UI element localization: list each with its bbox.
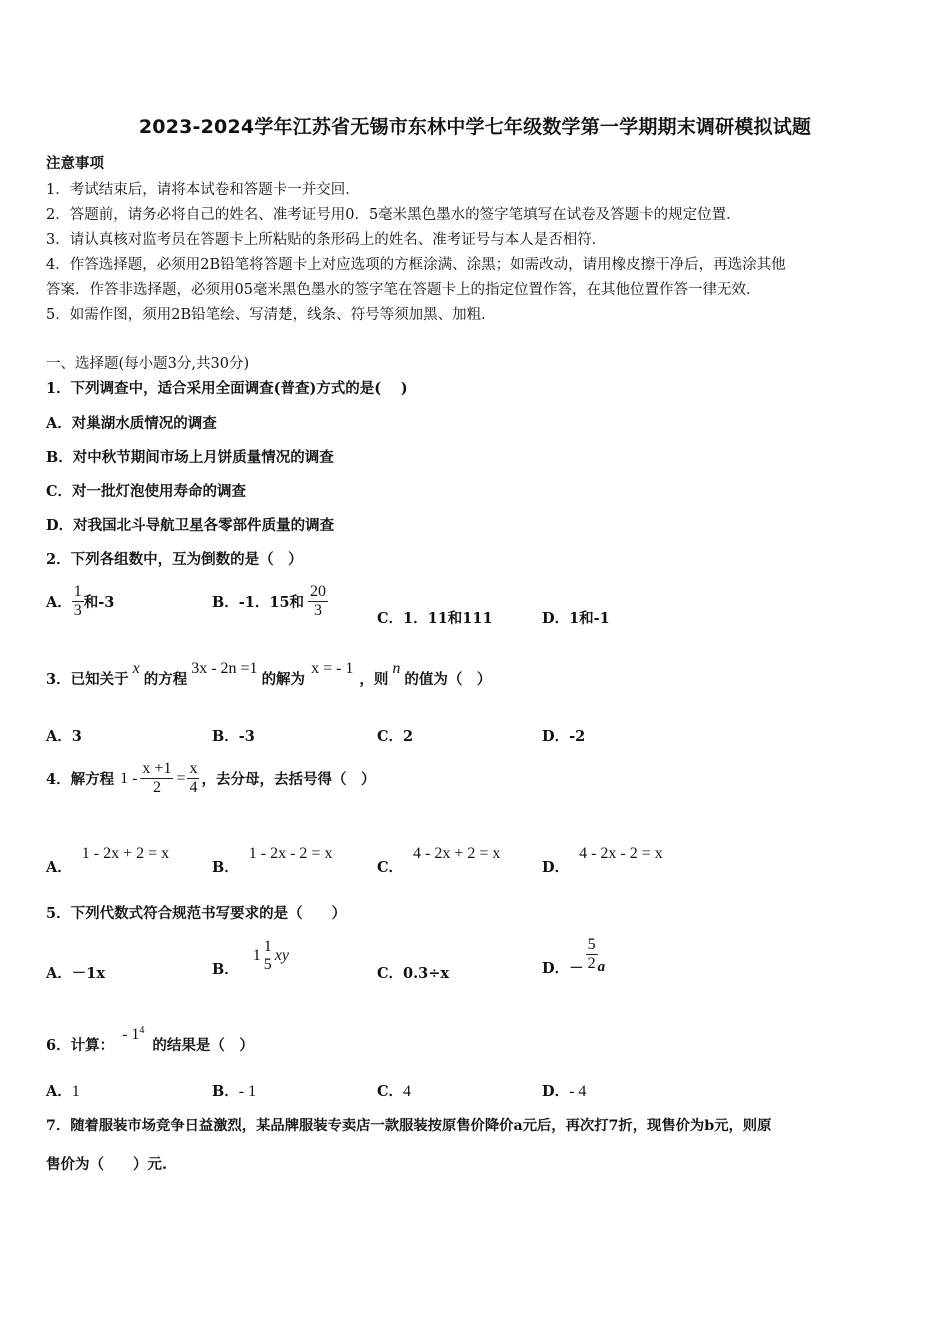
q3-option-c: C．2 bbox=[377, 728, 414, 745]
q6-option-d bbox=[542, 1080, 586, 1101]
q6-base: - 1 bbox=[122, 1025, 140, 1043]
q4-c-expr: 4 - 2x + 2 = x bbox=[413, 845, 501, 862]
q6-c-value: 4 bbox=[403, 1083, 412, 1100]
q5-option-c: C．0.3÷x bbox=[377, 965, 450, 982]
q4-option-b bbox=[212, 842, 333, 876]
q6-b-value: - 1 bbox=[238, 1083, 257, 1100]
q6-c-label: C． bbox=[377, 1083, 404, 1100]
q4-d-expr: 4 - 2x - 2 = x bbox=[579, 845, 663, 862]
q5-d-var: a bbox=[597, 959, 606, 975]
q7-stem-line1: 7．随着服装市场竞争日益激烈，某品牌服装专卖店一款服装按原售价降价a元后，再次打7折，现售价为b元，则原 bbox=[46, 1118, 772, 1134]
q5-d-label: D．－ bbox=[542, 960, 584, 977]
note-4: 4．作答选择题，必须用2B铅笔将答题卡上对应选项的方框涂满、涂黑；如需改动，请用橡皮擦干净后，再选涂其他 bbox=[46, 257, 786, 273]
q5-option-a: A．－1x bbox=[46, 965, 105, 982]
q4-b-label: B． bbox=[212, 859, 239, 876]
q4-option-d bbox=[542, 842, 663, 876]
q3-var-n: n bbox=[392, 659, 401, 677]
q6-option-a bbox=[46, 1080, 80, 1101]
q6-b-label: B． bbox=[212, 1083, 239, 1100]
q2-option-c: C．1．11和111 bbox=[377, 610, 493, 627]
q4-text-post: ，去分母，去括号得（ ） bbox=[201, 771, 376, 788]
q5-b-var: xy bbox=[274, 947, 289, 964]
q1-option-d: D．对我国北斗导航卫星各零部件质量的调查 bbox=[46, 517, 335, 534]
q4-stem bbox=[46, 760, 375, 797]
q3-option-d: D．-2 bbox=[542, 728, 586, 745]
q1-option-c: C．对一批灯泡使用寿命的调查 bbox=[46, 483, 247, 500]
q4-option-a bbox=[46, 842, 170, 876]
q5-d-fraction: $\frac{5}{2}$ bbox=[587, 936, 596, 972]
q2-b-fraction: $\frac{20}{3}$ bbox=[310, 583, 327, 619]
q7-stem-line2: 售价为（ ）元. bbox=[46, 1156, 168, 1173]
q3-text-mid1: 的方程 bbox=[143, 671, 188, 688]
q2-option-d: D．1和-1 bbox=[542, 610, 610, 627]
q3-text-post: 的值为（ ） bbox=[404, 671, 492, 688]
note-3: 3．请认真核对监考员在答题卡上所粘贴的条形码上的姓名、准考证号与本人是否相符． bbox=[46, 232, 607, 248]
notes-heading: 注意事项 bbox=[46, 155, 104, 172]
note-4-cont: 答案．作答非选择题，必须用05毫米黑色墨水的签字笔在答题卡上的指定位置作答，在其他位置作答一律无效． bbox=[46, 282, 761, 298]
q4-b-expr: 1 - 2x - 2 = x bbox=[248, 845, 333, 862]
q2-stem: 2．下列各组数中，互为倒数的是（ ） bbox=[46, 551, 303, 568]
q3-var-x: x bbox=[132, 659, 140, 677]
note-2: 2．答题前，请务必将自己的姓名、准考证号用0．5毫米黑色墨水的签字笔填写在试卷及答题卡的规定位置． bbox=[46, 207, 741, 223]
q6-a-label: A． bbox=[46, 1083, 72, 1100]
q5-b-label: B． bbox=[212, 960, 239, 978]
q6-option-b bbox=[212, 1080, 256, 1101]
q5-b-fraction: 1 5 bbox=[263, 938, 272, 973]
q2-option-a bbox=[46, 583, 114, 620]
q3-option-a: A．3 bbox=[46, 728, 82, 745]
q6-text-post: 的结果是（ ） bbox=[152, 1037, 254, 1054]
q2-a-label: A． bbox=[46, 594, 72, 611]
q6-a-value: 1 bbox=[71, 1083, 80, 1100]
section-heading: 一、选择题(每小题3分,共30分) bbox=[46, 356, 250, 372]
q3-option-b: B．-3 bbox=[212, 728, 255, 745]
q3-text-pre: 3．已知关于 bbox=[46, 671, 129, 688]
page-title: 2023-2024学年江苏省无锡市东林中学七年级数学第一学期期末调研模拟试题 bbox=[138, 116, 812, 138]
q4-fraction-left: $\frac{x +1}{2}$ bbox=[142, 760, 172, 796]
q1-stem: 1．下列调查中，适合采用全面调查(普查)方式的是( ) bbox=[46, 380, 408, 397]
q2-option-b bbox=[212, 583, 328, 620]
q2-a-fraction: $\frac{1}{3}$ bbox=[73, 583, 82, 619]
q3-equation: 3x - 2n =1 bbox=[191, 659, 258, 677]
q3-solution: x = - 1 bbox=[311, 659, 354, 677]
q5-option-b bbox=[212, 938, 289, 978]
q4-equals: = bbox=[176, 769, 186, 787]
q1-option-b: B．对中秋节期间市场上月饼质量情况的调查 bbox=[46, 449, 334, 466]
q6-stem bbox=[46, 1025, 254, 1055]
q6-exponent: 4 bbox=[139, 1025, 145, 1036]
q4-d-label: D． bbox=[542, 859, 570, 876]
q2-a-tail: 和-3 bbox=[83, 594, 115, 611]
q3-stem bbox=[46, 659, 492, 689]
q2-b-label: B．-1．15和 bbox=[212, 594, 305, 611]
q4-fraction-right: $\frac{x}{4}$ bbox=[189, 760, 198, 796]
q4-lhs-one: 1 - bbox=[120, 769, 138, 787]
q6-d-label: D． bbox=[542, 1083, 570, 1100]
q3-text-mid3: ，则 bbox=[359, 671, 389, 688]
q6-text-pre: 6．计算： bbox=[46, 1037, 115, 1054]
q6-option-c bbox=[377, 1080, 411, 1101]
q4-a-label: A． bbox=[46, 859, 72, 876]
q6-d-value: - 4 bbox=[569, 1083, 587, 1100]
q4-c-label: C． bbox=[377, 859, 404, 876]
q3-text-mid2: 的解为 bbox=[261, 671, 306, 688]
q5-option-d bbox=[542, 936, 606, 977]
q4-a-expr: 1 - 2x + 2 = x bbox=[81, 845, 170, 862]
q4-option-c bbox=[377, 842, 501, 876]
q5-stem: 5．下列代数式符合规范书写要求的是（ ） bbox=[46, 905, 347, 922]
q5-b-whole: 1 bbox=[252, 947, 261, 964]
note-5: 5．如需作图，须用2B铅笔绘、写清楚，线条、符号等须加黑、加粗． bbox=[46, 307, 496, 323]
note-1: 1．考试结束后，请将本试卷和答题卡一并交回． bbox=[46, 182, 360, 198]
q4-text-pre: 4．解方程 bbox=[46, 771, 115, 788]
q1-option-a: A．对巢湖水质情况的调查 bbox=[46, 415, 217, 432]
